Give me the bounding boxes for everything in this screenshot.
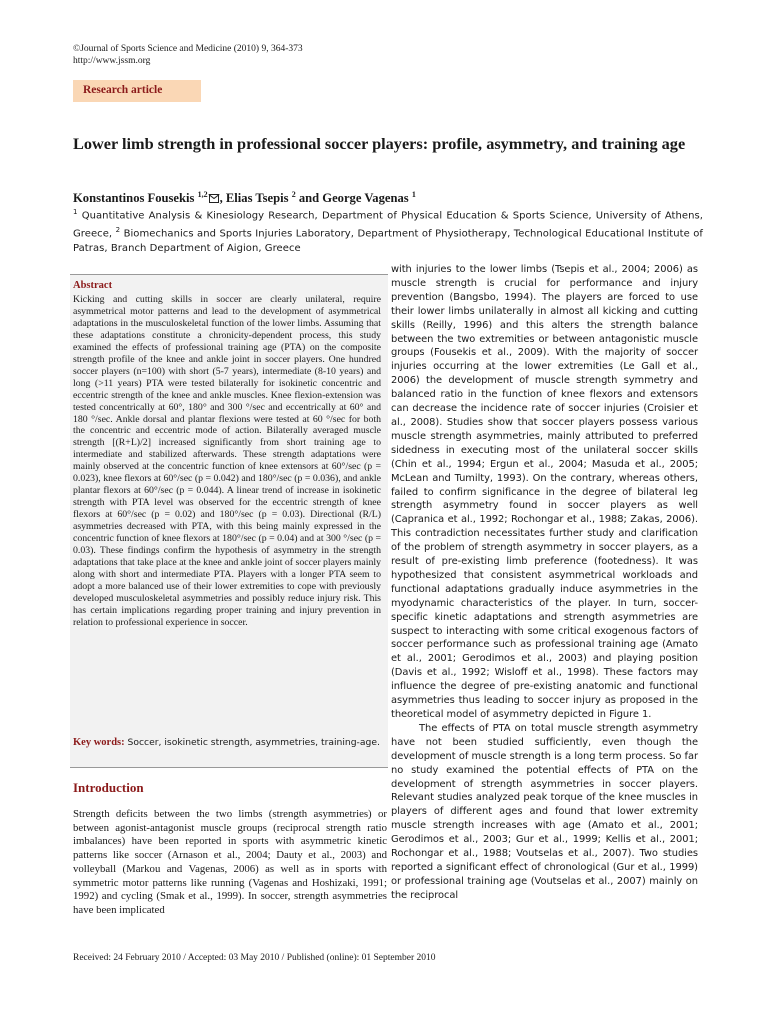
- affiliation-2: Biomechanics and Sports Injuries Laboratory, Department of Physiotherapy, Technological Educational Institute of Patras, Branch Department of Aigion, Greece: [73, 228, 704, 254]
- keywords-text: Soccer, isokinetic strength, asymmetries, training-age.: [124, 737, 380, 748]
- journal-header: [73, 43, 303, 67]
- affiliation-1: Quantitative Analysis & Kinesiology Research, Department of Physical Education & Sports Science, University of Athens, Greece,: [73, 210, 703, 240]
- author-vagenas-affiliation: 1: [411, 190, 416, 199]
- journal-citation: ©Journal of Sports Science and Medicine (2010) 9, 364-373: [73, 44, 303, 54]
- author-tsepis: , Elias Tsepis: [219, 191, 292, 206]
- abstract-box: [70, 274, 388, 768]
- affiliations: [73, 205, 703, 256]
- abstract-heading: Abstract: [73, 280, 113, 291]
- abstract-text: Kicking and cutting skills in soccer are clearly unilateral, require asymmetrical motor patterns and lead to the development of asymmetrical adaptations in the musculoskeletal function of the lower limbs. Assuming that these adaptations constitute a chronicity-dependent process, this study examined the effects of professional training age (PTA) on the composite strength profile of the knee and ankle joint in soccer players. One hundred soccer players (n=100) with short (5-7 years), intermediate (8-10 years) and long (>11 years) PTA were tested bilaterally for isokinetic concentric and eccentric strength of the knee and ankle muscles. Knee flexion-extension was tested concentrically at 60°, 180° and 300 °/sec and eccentrically at 60° and 180 °/sec. Ankle dorsal and plantar flexions were tested at 60 °/sec for both the concentric and eccentric mode of action. Bilaterally averaged muscle strength [(R+L)/2] increased significantly from short training age to intermediate and stabilized afterwards. These strength adaptations were mainly observed at the concentric function of knee extensors at 60°/sec (p = 0.023), knee flexors at 60°/sec (p = 0.042) and 180°/sec (p = 0.036), and ankle plantar flexors at 60°/sec (p = 0.044). A linear trend of increase in isokinetic strength with PTA level was observed for the eccentric strength of knee flexors at 60°/sec (p = 0.02) and 180°/sec (p = 0.03). Directional (R/L) asymmetries decreased with PTA, with this being mainly expressed in the concentric function of knee flexors at 180°/sec (p = 0.04) and at 300 °/sec (p = 0.03). These findings confirm the hypothesis of asymmetry in the strength adaptations that take place at the knee and ankle joint of soccer players mainly along with short and intermediate PTA. Players with a longer PTA seem to adopt a more balanced use of their lower extremities to cope with previously developed musculoskeletal asymmetries and possibly reduce injury risk. This has certain implications regarding proper training and injury prevention in relation to professional experience in soccer.: [73, 294, 381, 628]
- author-fousekis: Konstantinos Fousekis: [73, 191, 198, 206]
- introduction-heading: Introduction: [73, 780, 144, 795]
- article-title: Lower limb strength in professional soccer players: profile, asymmetry, and training age: [73, 134, 686, 153]
- affiliation-2-marker: 2: [115, 226, 121, 235]
- article-type-label: Research article: [83, 84, 163, 96]
- right-column: [391, 263, 698, 903]
- author-fousekis-affiliation: 1,2: [197, 190, 208, 199]
- keywords: [73, 736, 381, 749]
- publication-dates: Received: 24 February 2010 / Accepted: 03 May 2010 / Published (online): 01 September 2010: [73, 953, 436, 963]
- author-list: [73, 187, 703, 206]
- author-vagenas: and George Vagenas: [295, 191, 412, 206]
- keywords-label: Key words:: [73, 737, 125, 748]
- right-column-paragraph-1: with injuries to the lower limbs (Tsepis et al., 2004; 2006) as muscle strength is crucial for performance and injury prevention (Bangsbo, 1994). The players are forced to use their lower limbs unilaterally in almost all kicking and cutting skills (Reilly, 1996) and this alters the strength balance between the two extremities or between antagonistic muscle groups (Fousekis et al., 2009). With the majority of soccer injuries occurring at the lower extremities (Le Gall et al., 2006) the development of muscle strength symmetry and balanced ratio in the function of knee flexors and extensors can decrease the incidence rate of soccer injuries (Croisier et al., 2008). Studies show that soccer players possess various muscle strength asymmetries, mainly attributed to preferred sidedness in executing most of the unilateral soccer skills (Chin et al., 1994; Ergun et al., 2004; Masuda et al., 2005; McLean and Tumilty, 1993). On the contrary, whereas others, failed to confirm significance in the degree of bilateral leg strength asymmetry found in soccer players as well (Capranica et al., 1992; Rochongar et al., 1988; Zakas, 2006). This contradiction necessitates further study and clarification of the problem of strength asymmetry in soccer players, as a result of pre-existing limb preference (footedness). It was hypothesized that consistent asymmetrical workloads and functional adaptations gradually induce asymmetries in the myodynamic characteristics of the player. In turn, soccer-specific kinetic adaptations and strength asymmetries are suspect to interacting with some critical exogenous factors of soccer performance such as professional training age (Amato et al., 2001; Gerodimos et al., 2003) and playing position (Davis et al., 1992; Wisloff et al., 1998). These factors may influence the degree of pre-existing anatomic and functional asymmetries thus leading to soccer injury as proposed in the theoretical model of asymmetry depicted in Figure 1.: [391, 264, 698, 720]
- journal-url[interactable]: http://www.jssm.org: [73, 56, 151, 66]
- article-type-badge: [73, 80, 201, 102]
- right-column-paragraph-2: The effects of PTA on total muscle strength asymmetry have not been studied sufficiently, even though the development of muscle strength is a long term process. So far no study examined the potential effects of PTA on the development of strength asymmetries in soccer players. Relevant studies analyzed peak torque of the knee muscles in players of different ages and found that lower extremity muscle strength increases with age (Amato et al., 2001; Gerodimos et al., 2003; Gur et al., 1999; Kellis et al., 2001; Rochongar et al., 1988; Voutselas et al., 2007). Two studies reported a significant effect of chronological (Gur et al., 1999) or professional training age (Voutselas et al., 2007) mainly on the reciprocal: [391, 722, 698, 901]
- introduction-text: Strength deficits between the two limbs (strength asymmetries) or between agonist-antagonist muscle groups (reciprocal strength ratio imbalances) have been reported in sports with asymmetric kinetic patterns like soccer (Arnason et al., 2004; Dauty et al., 2003) and volleyball (Markou and Vagenas, 2006) as well as in sports with symmetric motor patterns like running (Vagenas and Hoshizaki, 1991; 1992) and cycling (Smak et al., 1999). In soccer, strength asymmetries have been implicated: [73, 808, 387, 916]
- affiliation-1-marker: 1: [73, 208, 78, 216]
- envelope-icon[interactable]: [209, 194, 219, 203]
- author-tsepis-affiliation: 2: [291, 190, 296, 199]
